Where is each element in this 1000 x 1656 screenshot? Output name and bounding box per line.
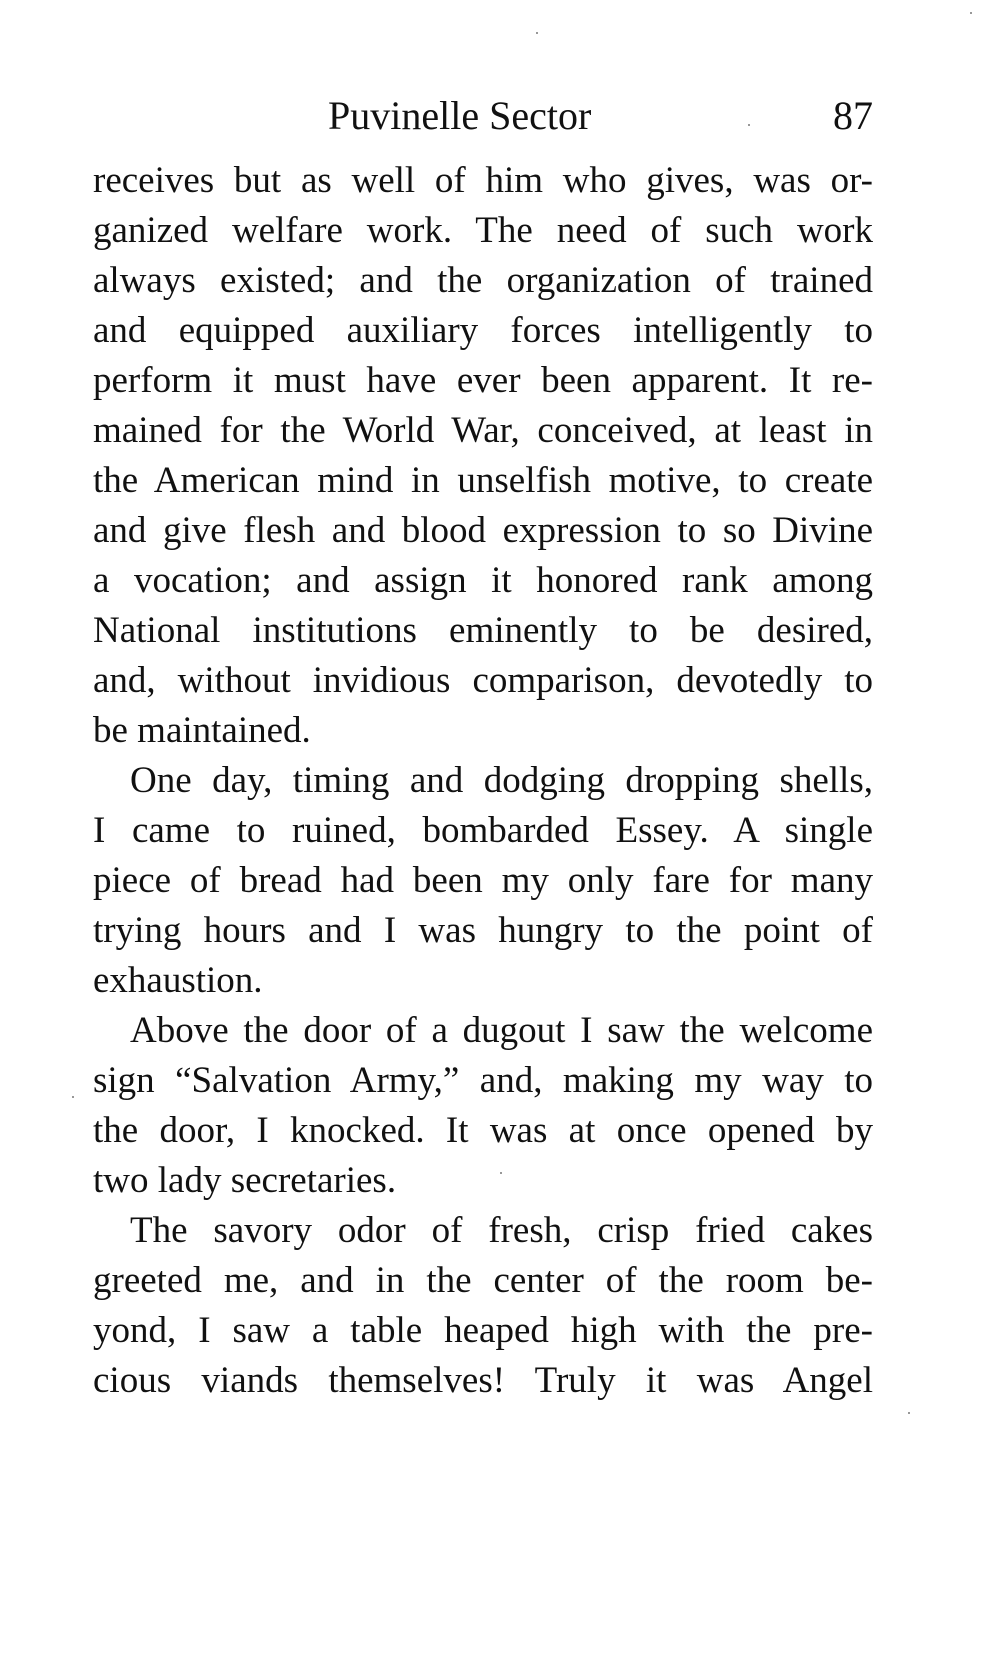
body-text xyxy=(93,156,873,1406)
paragraph-3 xyxy=(93,1006,873,1206)
scan-speck xyxy=(536,32,538,34)
text-line: National institutions eminently to be desired, xyxy=(93,610,873,651)
text-line: cious viands themselves! Truly it was Angel xyxy=(93,1360,873,1401)
text-line: be maintained. xyxy=(93,710,311,751)
text-line: Above the door of a dugout I saw the welcome xyxy=(130,1010,873,1051)
text-line: perform it must have ever been apparent. It re- xyxy=(93,360,873,401)
text-line: receives but as well of him who gives, was or- xyxy=(93,160,873,201)
text-line: sign “Salvation Army,” and, making my way to xyxy=(93,1060,873,1101)
text-line: exhaustion. xyxy=(93,960,263,1001)
scan-speck xyxy=(72,1096,74,1098)
text-line: and equipped auxiliary forces intelligently to xyxy=(93,310,873,351)
text-line: I came to ruined, bombarded Essey. A single xyxy=(93,810,873,851)
text-line: two lady secretaries. xyxy=(93,1160,397,1201)
text-line: the American mind in unselfish motive, to create xyxy=(93,460,873,501)
text-line: mained for the World War, conceived, at least in xyxy=(93,410,873,451)
text-line: always existed; and the organization of trained xyxy=(93,260,873,301)
text-line: a vocation; and assign it honored rank among xyxy=(93,560,873,601)
scan-speck xyxy=(500,1172,502,1174)
page-number: 87 xyxy=(833,93,873,138)
running-head-title: Puvinelle Sector xyxy=(328,93,592,138)
text-line: yond, I saw a table heaped high with the pre- xyxy=(93,1310,873,1351)
paragraph-1 xyxy=(93,156,873,756)
paragraph-2 xyxy=(93,756,873,1006)
text-line: and, without invidious comparison, devotedly to xyxy=(93,660,873,701)
text-line: and give flesh and blood expression to so Divine xyxy=(93,510,873,551)
paragraph-4 xyxy=(93,1206,873,1406)
scan-speck xyxy=(748,124,750,126)
text-line: the door, I knocked. It was at once opened by xyxy=(93,1110,873,1151)
text-line: ganized welfare work. The need of such work xyxy=(93,210,873,251)
text-line: The savory odor of fresh, crisp fried cakes xyxy=(130,1210,873,1251)
running-head xyxy=(93,88,873,144)
scan-speck xyxy=(970,12,972,14)
text-line: One day, timing and dodging dropping shells, xyxy=(130,760,873,801)
text-line: trying hours and I was hungry to the point of xyxy=(93,910,873,951)
text-line: greeted me, and in the center of the room be- xyxy=(93,1260,873,1301)
scan-speck xyxy=(908,1412,910,1414)
text-line: piece of bread had been my only fare for many xyxy=(93,860,873,901)
